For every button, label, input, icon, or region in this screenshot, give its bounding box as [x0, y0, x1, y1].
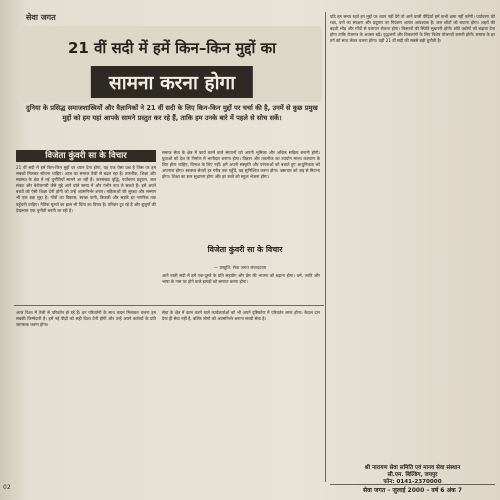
- middle-column-text-2: आने वाली सदी में हमें एक-दूसरे के प्रति सहयोग और प्रेम की भावना को बढ़ाना होगा। धर्म, जाति और भाषा के नाम पर होने वाले झगड़ों को समाप्त करना होगा।: [162, 273, 320, 285]
- right-column-text: यदि हम समय रहते इन मुद्दों पर ध्यान नहीं देंगे तो आने वाली पीढ़ियाँ हमें कभी क्षमा नहीं करेंगी। पर्यावरण की रक्षा, वनों का संरक्षण और प्रदूषण पर नियंत्रण अत्यंत आवश्यक है। जल स्रोतों को बचाना होगा। शहरों की बढ़ती भीड़ और गाँवों से पलायन रोकना होगा। किसानों की स्थिति सुधारनी होगी। छोटे उद्योगों को बढ़ावा देना होगा ताकि रोजगार के अवसर बढ़ें। वृद्धजनों और विकलांगों के लिए विशेष योजनाएँ बनानी होंगी। समाज के हर वर्ग को साथ लेकर चलना होगा। यही 21 वीं सदी की सबसे बड़ी चुनौती है।: [330, 14, 495, 44]
- section-tag: सेवा जगत: [26, 13, 56, 22]
- section-heading: विजेता कुंवरी सा के विचार: [16, 150, 156, 162]
- bottom-middle-text: सेवा के क्षेत्र में काम करने वाले कार्यकर्ताओं को भी अपने दृष्टिकोण में परिवर्तन लाना होगा। केवल दान देना ही सेवा नहीं है, बल्कि लोगों को आत्मनिर्भर बनाना सच्ची सेवा है।: [162, 310, 320, 322]
- title-line-2: सामना करना होगा: [91, 66, 253, 98]
- column-divider: [325, 12, 326, 482]
- byline: — प्रस्तुति: सेवा जगत संवाददाता: [213, 266, 267, 271]
- title-line-1: 21 वीं सदी में हमें किन–किन मुद्दों का: [67, 39, 277, 57]
- address-block: [330, 465, 495, 486]
- address-line-3: फोन: 0141-2370000: [383, 479, 442, 485]
- section-heading-2: विजेता कुंवरी सा के विचार: [207, 245, 283, 254]
- bottom-left-text: आज विश्व में तेजी से परिवर्तन हो रहे हैं। इन परिवर्तनों के साथ कदम मिलाकर चलना हम सबकी जिम्मेदारी है। हमें नई पीढ़ी को सही दिशा देनी होगी और उन्हें अपने कर्तव्यों के प्रति जागरूक करना होगा।: [16, 310, 156, 328]
- address-line-1: श्री नारायण सेवा समिति एवं मानव सेवा संस्थान: [364, 465, 461, 471]
- divider: [14, 305, 324, 306]
- address-line-2: सी.एम. बिल्डिंग, जयपुर: [387, 472, 438, 478]
- intro-paragraph: दुनिया के प्रसिद्ध समाजशास्त्रियों और वैज्ञानिकों ने 21 वीं सदी के लिए किन-किन मुद्दों पर चर्चा की है, उनमें से कुछ प्रमुख मुद्दों को हम यहां आपके सामने प्रस्तुत कर रहे हैं, ताकि हम उनके बारे में पहले से सोच सकें।: [26, 104, 318, 122]
- page-number: 02: [3, 484, 11, 491]
- footer-label: सेवा जगत – जुलाई 2000 – वर्ष 6 अंक 7: [330, 484, 495, 494]
- left-column-text: 21 वीं सदी में हमें किन-किन मुद्दों पर ध्यान देना होगा, यह एक ऐसा प्रश्न है जिस पर हम सबको मिलकर सोचना चाहिए। आज का समाज तेजी से बदल रहा है। तकनीक, शिक्षा और स्वास्थ्य के क्षेत्र में नई चुनौतियाँ सामने आ रही हैं। जनसंख्या वृद्धि, पर्यावरण प्रदूषण, जल संकट और बेरोजगारी जैसे मुद्दे आने वाले समय में और गंभीर रूप ले सकते हैं। हमें अपने बच्चों को ऐसी शिक्षा देनी होगी जो उन्हें आत्मनिर्भर बनाए। महिलाओं की सुरक्षा और सम्मान भी एक बड़ा मुद्दा है। गाँवों का विकास, स्वच्छ पानी, बिजली और सड़कें हर नागरिक तक पहुँचनी चाहिए। नैतिक मूल्यों का ह्रास भी चिंता का विषय है। परिवार टूट रहे हैं और बुजुर्गों की देखभाल एक चुनौती बनती जा रही है।: [16, 165, 156, 213]
- middle-column-text: समाज सेवा के क्षेत्र में कार्य करने वाले संगठनों को अपनी भूमिका और अधिक सक्रिय बनानी होगी। युवाओं को देश के निर्माण में भागीदार बनाना होगा। विज्ञान और तकनीक का उपयोग मानव कल्याण के लिए होना चाहिए, विनाश के लिए नहीं। हमें अपनी संस्कृति और परंपराओं को बचाते हुए आधुनिकता को अपनाना होगा। स्वास्थ्य सेवाएँ हर गरीब तक पहुँचें, यह सुनिश्चित करना होगा। भ्रष्टाचार को जड़ से मिटाना होगा। शिक्षा का स्तर सुधारना होगा और हर बच्चे को स्कूल भेजना होगा।: [162, 150, 320, 180]
- title-box: [22, 26, 322, 102]
